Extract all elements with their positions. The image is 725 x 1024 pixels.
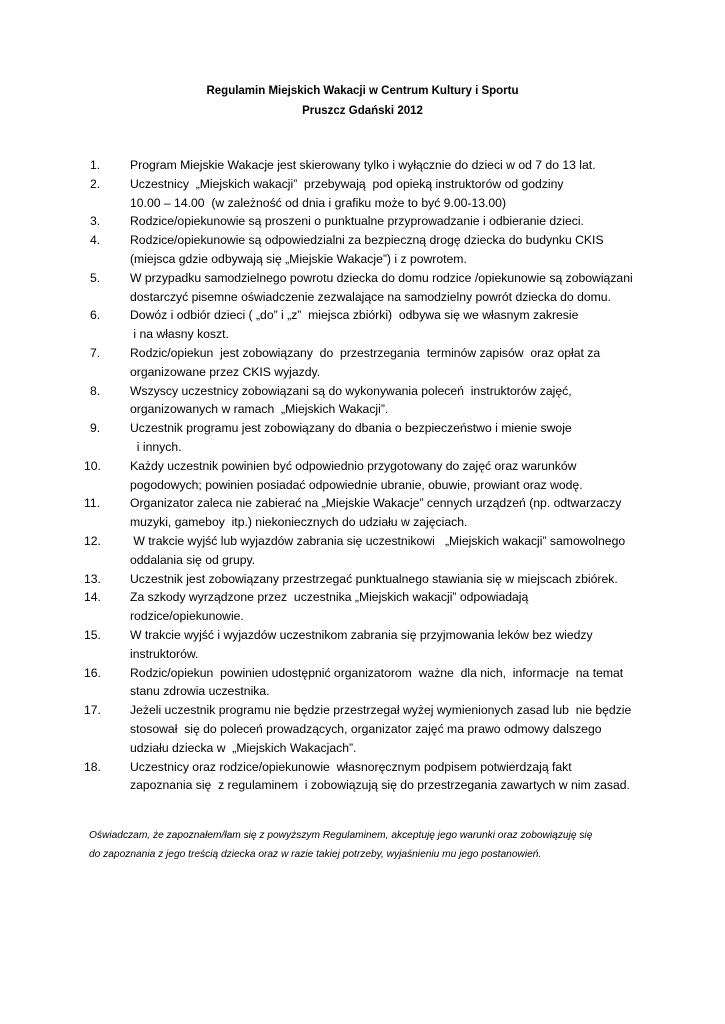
rule-text: organizowanych w ramach „Miejskich Wakacji”. — [130, 402, 389, 417]
consent-statement-line: do zapoznania z jego treścią dziecka oraz w razie takiej potrzeby, wyjaśnieniu mu jego postanowień. — [89, 849, 542, 860]
rule-item — [0, 306, 725, 344]
rule-text: W trakcie wyjść i wyjazdów uczestnikom zabrania się przyjmowania leków bez wiedzy — [130, 627, 593, 642]
rule-item — [0, 344, 725, 382]
rule-text: muzyki, gameboy itp.) niekoniecznych do udziału w zajęciach. — [130, 515, 468, 530]
consent-statement-line: Oświadczam, że zapoznałem/łam się z powyższym Regulaminem, akceptuję jego warunki oraz zobowiązuję się — [89, 830, 593, 841]
rule-number: 15. — [84, 627, 101, 642]
rule-number: 16. — [84, 665, 101, 680]
rule-number: 13. — [84, 571, 101, 586]
rule-text: udziału dziecka w „Miejskich Wakacjach”. — [130, 740, 357, 755]
consent-statement — [89, 826, 669, 864]
rule-number: 8. — [90, 383, 101, 398]
rule-text: 10.00 – 14.00 (w zależność od dnia i grafiku może to być 9.00-13.00) — [130, 195, 507, 210]
rule-number: 3. — [90, 214, 101, 229]
rule-item — [0, 626, 725, 664]
rule-number: 6. — [90, 308, 101, 323]
rule-text: Dowóz i odbiór dzieci ( „do” i „z” miejsca zbiórki) odbywa się we własnym zakresie — [130, 308, 579, 323]
rule-number: 12. — [84, 533, 101, 548]
rule-item — [0, 494, 725, 532]
rule-text: pogodowych; powinien posiadać odpowiednie ubranie, obuwie, prowiant oraz wodę. — [130, 477, 583, 492]
rule-number: 14. — [84, 590, 101, 605]
rule-number: 9. — [90, 421, 101, 436]
rule-item — [0, 231, 725, 269]
rule-item — [0, 419, 725, 457]
rule-text: dostarczyć pisemne oświadczenie zezwalające na samodzielny powrót dziecka do domu. — [130, 289, 611, 304]
rule-item — [0, 457, 725, 495]
rule-text: rodzice/opiekunowie. — [130, 609, 244, 624]
rule-number: 11. — [84, 496, 101, 511]
rule-number: 1. — [90, 158, 101, 172]
rule-item — [0, 570, 725, 589]
rule-text: Jeżeli uczestnik programu nie będzie przestrzegał wyżej wymienionych zasad lub nie będzie — [130, 703, 632, 718]
rule-number: 18. — [84, 759, 101, 774]
rule-number: 2. — [90, 176, 101, 191]
rule-text: Organizator zaleca nie zabierać na „Miejskie Wakacje” cennych urządzeń (np. odtwarzaczy — [130, 496, 622, 511]
rule-item — [0, 664, 725, 702]
rule-item — [0, 588, 725, 626]
rule-item — [0, 269, 725, 307]
rule-text: zapoznania się z regulaminem i zobowiązują się do przestrzegania zawartych w nim zasad. — [130, 778, 630, 793]
rule-item — [0, 156, 725, 175]
rule-text: oddalania się od grupy. — [130, 552, 256, 567]
rule-text: Uczestnik programu jest zobowiązany do dbania o bezpieczeństwo i mienie swoje — [130, 421, 572, 436]
rule-text: Uczestnicy „Miejskich wakacji” przebywają pod opieką instruktorów od godziny — [130, 176, 564, 191]
rule-text: Każdy uczestnik powinien być odpowiednio przygotowany do zajęć oraz warunków — [130, 458, 577, 473]
rule-text: (miejsca gdzie odbywają się „Miejskie Wakacje”) i z powrotem. — [130, 251, 467, 266]
rule-text: stosował się do poleceń prowadzących, organizator zajęć ma prawo odmowy dalszego — [130, 721, 602, 736]
rule-text: Za szkody wyrządzone przez uczestnika „Miejskich wakacji” odpowiadają — [130, 590, 529, 605]
rule-text: Rodzice/opiekunowie są odpowiedzialni za bezpieczną drogę dziecka do budynku CKIS — [130, 233, 604, 248]
rule-text: Rodzic/opiekun jest zobowiązany do przestrzegania terminów zapisów oraz opłat za — [130, 345, 601, 360]
document-title: Regulamin Miejskich Wakacji w Centrum Kultury i Sportu — [206, 85, 519, 97]
rule-number: 5. — [90, 270, 101, 285]
rule-item — [0, 175, 725, 213]
rule-text: W przypadku samodzielnego powrotu dziecka do domu rodzice /opiekunowie są zobowiązani — [130, 270, 633, 285]
rule-number: 7. — [90, 345, 101, 360]
rule-item — [0, 758, 725, 796]
rule-text: organizowane przez CKIS wyjazdy. — [130, 364, 321, 379]
rule-item — [0, 212, 725, 231]
document-subtitle: Pruszcz Gdański 2012 — [302, 105, 423, 117]
rule-number: 4. — [90, 233, 101, 248]
rule-text: Program Miejskie Wakacje jest skierowany tylko i wyłącznie do dzieci w od 7 do 13 lat. — [130, 158, 596, 172]
rule-item — [0, 701, 725, 757]
rule-text: i na własny koszt. — [130, 327, 229, 342]
rule-text: Rodzice/opiekunowie są proszeni o punktualne przyprowadzanie i odbieranie dzieci. — [130, 214, 584, 229]
rule-text: i innych. — [130, 439, 182, 454]
rule-text: Uczestnicy oraz rodzice/opiekunowie własnoręcznym podpisem potwierdzają fakt — [130, 759, 572, 774]
rule-text: Wszyscy uczestnicy zobowiązani są do wykonywania poleceń instruktorów zajęć, — [130, 383, 572, 398]
rule-number: 17. — [84, 703, 101, 718]
rule-item — [0, 382, 725, 420]
rule-text: Uczestnik jest zobowiązany przestrzegać punktualnego stawiania się w miejscach zbiórek. — [130, 571, 618, 586]
rule-item — [0, 532, 725, 570]
rule-text: stanu zdrowia uczestnika. — [130, 684, 270, 699]
rule-number: 10. — [84, 458, 101, 473]
rule-text: Rodzic/opiekun powinien udostępnić organizatorom ważne dla nich, informacje na temat — [130, 665, 624, 680]
rule-text: instruktorów. — [130, 646, 199, 661]
rules-list — [0, 156, 725, 795]
rule-text: W trakcie wyjść lub wyjazdów zabrania się uczestnikowi „Miejskich wakacji” samowolnego — [130, 533, 626, 548]
